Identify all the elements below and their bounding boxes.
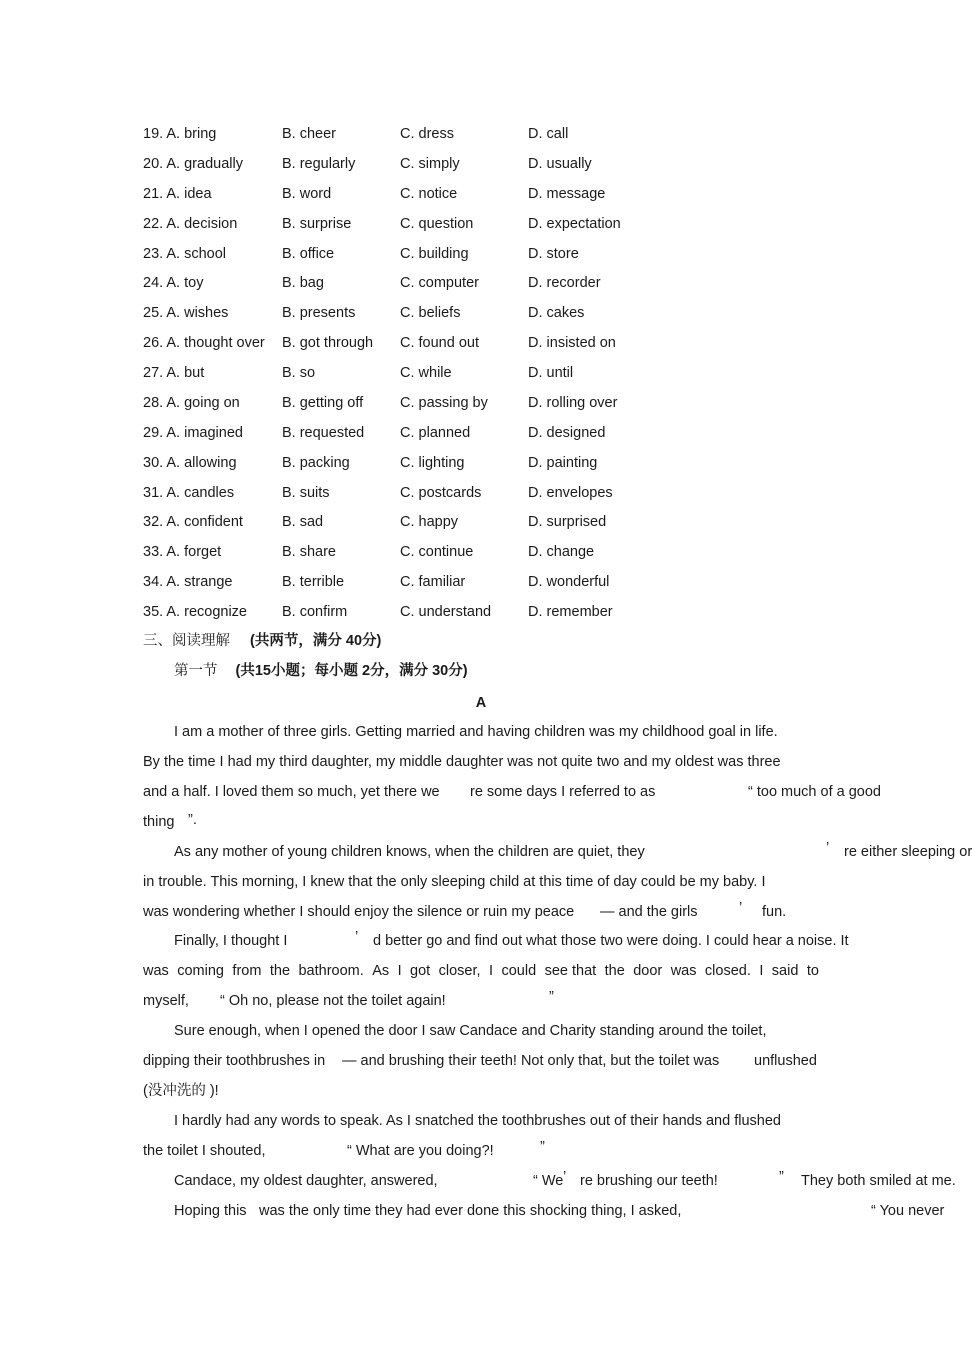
passage-word: closer, xyxy=(438,963,481,979)
passage-word: was xyxy=(670,963,697,979)
passage-word: coming xyxy=(177,963,224,979)
option-d: D. change xyxy=(528,544,595,561)
passage-word: got xyxy=(410,963,431,979)
passage-segment: — and brushing their teeth! Not only that, but the toilet was xyxy=(342,1053,720,1069)
passage-segment: As any mother of young children knows, when the children are quiet, they xyxy=(174,844,645,860)
part-info: (共15小题；每小题 2分，满分 30分) xyxy=(235,663,468,679)
option-b: B. confirm xyxy=(282,604,348,620)
passage-segment: re either sleeping or xyxy=(844,844,972,860)
passage-segment: ” xyxy=(540,1139,545,1155)
option-d: D. envelopes xyxy=(528,484,613,501)
passage-segment: unflushed xyxy=(754,1053,817,1069)
passage-word: bathroom. xyxy=(298,963,364,979)
passage-segment: ’ xyxy=(739,900,743,916)
option-d: D. store xyxy=(528,245,579,262)
passage-segment: “ You never xyxy=(871,1203,945,1219)
option-b: B. suits xyxy=(282,484,330,501)
passage-line: I am a mother of three girls. Getting married and having children was my childhood goal in life. xyxy=(174,724,778,740)
passage-segment: “ Oh no, please not the toilet again! xyxy=(220,993,446,1009)
option-b: B. word xyxy=(282,185,332,202)
option-a: 20. A. gradually xyxy=(143,155,243,172)
option-d: D. cakes xyxy=(528,305,585,322)
passage-word: from xyxy=(232,963,262,979)
option-b: B. so xyxy=(282,365,316,381)
option-c: C. found out xyxy=(400,335,479,352)
option-b: B. regularly xyxy=(282,155,356,172)
part-heading xyxy=(174,661,468,681)
option-b: B. share xyxy=(282,544,336,561)
option-c: C. planned xyxy=(400,424,471,441)
passage-justified-line xyxy=(143,961,819,981)
passage-segment: — and the girls xyxy=(600,904,698,920)
option-b: B. presents xyxy=(282,305,356,322)
section-info: (共两节，满分 40分) xyxy=(250,633,382,649)
option-a: 32. A. confident xyxy=(143,514,243,531)
option-c: C. happy xyxy=(400,514,459,531)
passage-segment: Candace, my oldest daughter, answered, xyxy=(174,1173,438,1189)
option-a: 24. A. toy xyxy=(143,275,204,292)
passage-word: was xyxy=(143,963,169,979)
option-d: D. wonderful xyxy=(528,574,610,591)
option-d: D. recorder xyxy=(528,275,601,292)
part-title: 第一节 xyxy=(174,663,218,679)
option-a: 28. A. going on xyxy=(143,394,240,411)
option-d: D. remember xyxy=(528,604,613,620)
option-c: C. lighting xyxy=(400,454,465,471)
option-d: D. designed xyxy=(528,424,606,441)
passage-segment: ’ xyxy=(563,1169,567,1185)
passage-segment: ’ xyxy=(355,929,359,945)
option-c: C. while xyxy=(400,365,452,381)
passage-segment: Finally, I thought I xyxy=(174,933,288,949)
option-b: B. surprise xyxy=(282,215,352,232)
passage-word: the xyxy=(604,963,625,979)
option-d: D. call xyxy=(528,126,569,142)
option-a: 23. A. school xyxy=(143,245,227,262)
option-a: 34. A. strange xyxy=(143,574,233,591)
passage-segment: myself, xyxy=(143,993,189,1009)
passage-segment: was wondering whether I should enjoy the silence or ruin my peace xyxy=(143,904,575,920)
section-title: 三、阅读理解 xyxy=(143,633,230,649)
passage-segment: ” xyxy=(779,1169,784,1185)
option-d: D. message xyxy=(528,185,606,202)
passage-word: could xyxy=(501,963,537,979)
passage-word: I xyxy=(489,963,494,979)
option-b: B. cheer xyxy=(282,126,336,142)
passage-line: Sure enough, when I opened the door I saw Candace and Charity standing around the toilet, xyxy=(174,1023,767,1039)
option-d: D. until xyxy=(528,365,574,381)
option-d: D. painting xyxy=(528,454,598,471)
option-a: 27. A. but xyxy=(143,365,205,381)
option-b: B. packing xyxy=(282,454,350,471)
option-b: B. bag xyxy=(282,275,324,292)
option-c: C. postcards xyxy=(400,484,482,501)
passage-word: to xyxy=(806,963,819,979)
passage-line: I hardly had any words to speak. As I snatched the toothbrushes out of their hands and flushed xyxy=(174,1113,781,1129)
option-a: 35. A. recognize xyxy=(143,604,247,620)
passage-word: said xyxy=(771,963,799,979)
option-b: B. got through xyxy=(282,335,374,352)
option-a: 33. A. forget xyxy=(143,544,222,561)
option-c: C. computer xyxy=(400,275,479,292)
passage-word: the xyxy=(269,963,291,979)
section-heading xyxy=(143,631,381,651)
option-a: 21. A. idea xyxy=(143,185,212,202)
passage-segment: ’ xyxy=(826,840,830,856)
option-c: C. question xyxy=(400,215,474,232)
passage-label: A xyxy=(475,695,487,711)
passage-segment: ”. xyxy=(188,812,197,828)
option-a: 25. A. wishes xyxy=(143,305,229,322)
option-d: D. surprised xyxy=(528,514,607,531)
passage-segment: “ What are you doing?! xyxy=(347,1143,494,1159)
passage-word: see that xyxy=(544,963,597,979)
passage-word: As xyxy=(372,963,390,979)
option-c: C. notice xyxy=(400,185,458,202)
option-c: C. passing by xyxy=(400,394,488,411)
passage-segment: “ We xyxy=(533,1173,564,1189)
option-a: 19. A. bring xyxy=(143,126,217,142)
passage-line: in trouble. This morning, I knew that the only sleeping child at this time of day could be my baby. I xyxy=(143,874,766,890)
option-a: 26. A. thought over xyxy=(143,335,265,352)
passage-segment: Hoping this xyxy=(174,1203,247,1219)
passage-segment: re brushing our teeth! xyxy=(580,1173,718,1189)
passage-segment: thing xyxy=(143,814,175,830)
option-c: C. simply xyxy=(400,155,460,172)
passage-segment: and a half. I loved them so much, yet there we xyxy=(143,784,440,800)
passage-segment: dipping their toothbrushes in xyxy=(143,1053,326,1069)
passage-segment: ” xyxy=(549,989,554,1005)
option-a: 22. A. decision xyxy=(143,215,238,232)
option-d: D. expectation xyxy=(528,215,621,232)
option-d: D. usually xyxy=(528,155,592,172)
passage-line: By the time I had my third daughter, my middle daughter was not quite two and my oldest was three xyxy=(143,754,781,770)
option-c: C. beliefs xyxy=(400,305,461,322)
option-d: D. insisted on xyxy=(528,335,616,352)
option-c: C. building xyxy=(400,245,469,262)
passage-word: closed. xyxy=(704,963,751,979)
option-b: B. sad xyxy=(282,514,324,531)
option-a: 29. A. imagined xyxy=(143,424,243,441)
passage-word: I xyxy=(759,963,764,979)
option-b: B. terrible xyxy=(282,574,345,591)
passage-segment: fun. xyxy=(762,904,787,920)
passage-word: door xyxy=(633,963,663,979)
option-d: D. rolling over xyxy=(528,394,618,411)
passage-line: (没冲洗的 )! xyxy=(143,1083,219,1099)
passage-segment: They both smiled at me. xyxy=(801,1173,956,1189)
passage-word: I xyxy=(397,963,402,979)
option-b: B. getting off xyxy=(282,394,364,411)
passage-segment: re some days I referred to as xyxy=(470,784,656,800)
passage-segment: was the only time they had ever done this shocking thing, I asked, xyxy=(259,1203,682,1219)
passage-segment: “ too much of a good xyxy=(748,784,881,800)
option-a: 31. A. candles xyxy=(143,484,235,501)
option-b: B. office xyxy=(282,245,335,262)
option-b: B. requested xyxy=(282,424,365,441)
option-c: C. understand xyxy=(400,604,492,620)
passage-segment: the toilet I shouted, xyxy=(143,1143,266,1159)
option-a: 30. A. allowing xyxy=(143,454,237,471)
option-c: C. continue xyxy=(400,544,474,561)
passage-segment: d better go and find out what those two were doing. I could hear a noise. It xyxy=(373,933,849,949)
option-c: C. dress xyxy=(400,126,454,142)
option-c: C. familiar xyxy=(400,574,466,591)
